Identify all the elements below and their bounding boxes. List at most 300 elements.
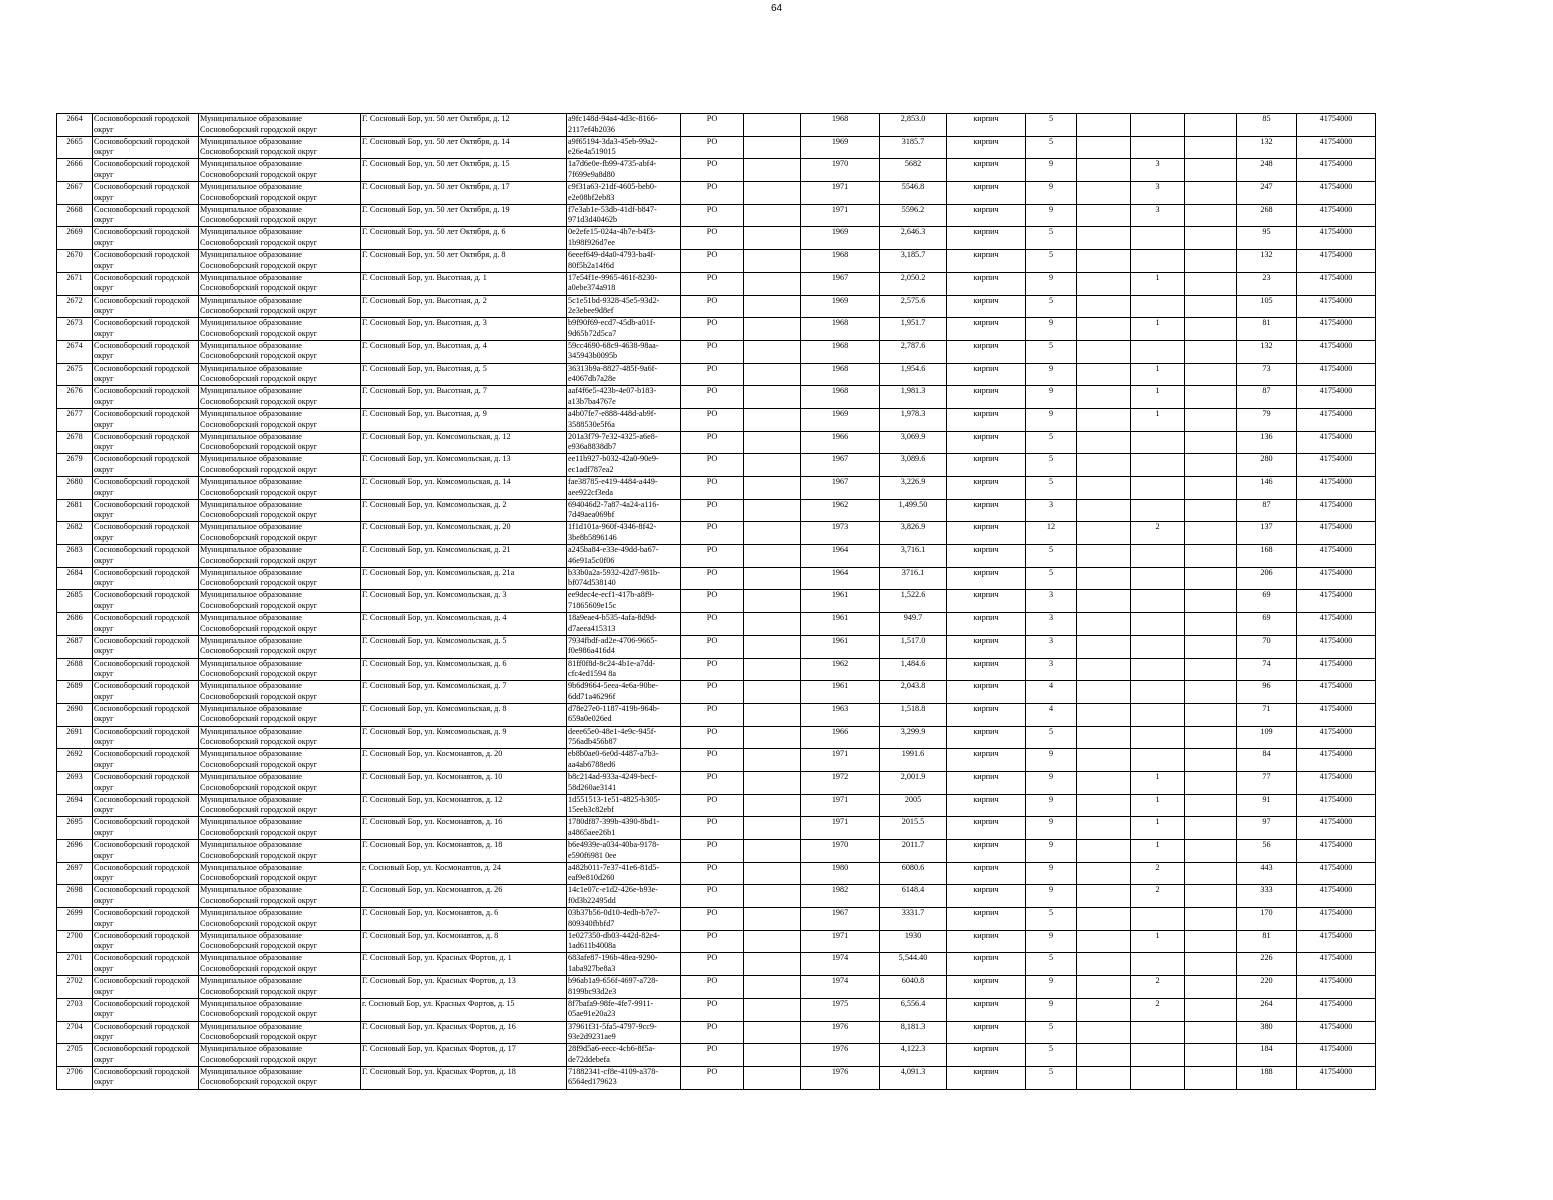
cell-municipality: Муниципальное образование Сосновоборский городской округ [199, 227, 361, 250]
cell-entrances [1131, 1021, 1185, 1044]
cell-guid: 1f1d101a-960f-4346-8f42-3be8b5896146 [567, 522, 681, 545]
cell-address: Г. Сосновый Бор, ул. Комсомольская, д. 2 [361, 499, 567, 522]
cell-material: кирпич [947, 840, 1026, 863]
cell-ro-flag: РО [681, 590, 744, 613]
cell-empty-1 [744, 930, 801, 953]
cell-guid: 1a7d6e0e-fb99-4735-abf4-7f699e9a8d80 [567, 159, 681, 182]
cell-floors: 12 [1026, 522, 1077, 545]
cell-oktmo: 41754000 [1297, 340, 1376, 363]
cell-empty-3 [1185, 817, 1237, 840]
cell-district: Сосновоборский городской округ [93, 885, 199, 908]
cell-municipality: Муниципальное образование Сосновоборский городской округ [199, 114, 361, 137]
cell-empty-3 [1185, 159, 1237, 182]
cell-empty-3 [1185, 499, 1237, 522]
cell-area: 3,089.6 [880, 454, 947, 477]
cell-ro-flag: РО [681, 862, 744, 885]
cell-residents: 109 [1237, 726, 1297, 749]
cell-material: кирпич [947, 295, 1026, 318]
cell-empty-2 [1077, 1066, 1131, 1089]
cell-floors: 3 [1026, 499, 1077, 522]
cell-guid: a4b07fe7-e888-448d-ab9f-3588530e5f6a [567, 408, 681, 431]
cell-oktmo: 41754000 [1297, 114, 1376, 137]
cell-row-number: 2688 [57, 658, 93, 681]
cell-ro-flag: РО [681, 930, 744, 953]
cell-oktmo: 41754000 [1297, 953, 1376, 976]
cell-ro-flag: РО [681, 454, 744, 477]
cell-entrances [1131, 726, 1185, 749]
cell-floors: 5 [1026, 250, 1077, 273]
cell-address: Г. Сосновый Бор, ул. Высотная, д. 7 [361, 386, 567, 409]
table-body [57, 114, 1376, 1090]
cell-entrances [1131, 681, 1185, 704]
cell-area: 2,001.9 [880, 771, 947, 794]
cell-municipality: Муниципальное образование Сосновоборский городской округ [199, 454, 361, 477]
cell-material: кирпич [947, 363, 1026, 386]
cell-empty-3 [1185, 1021, 1237, 1044]
cell-guid: 81ff0f8d-8c24-4b1e-a7dd-cfc4ed1594 8a [567, 658, 681, 681]
cell-empty-3 [1185, 182, 1237, 205]
cell-guid: 03b37b56-0d10-4edb-b7e7-809340fbbfd7 [567, 908, 681, 931]
cell-empty-2 [1077, 794, 1131, 817]
cell-entrances: 1 [1131, 794, 1185, 817]
cell-district: Сосновоборский городской округ [93, 408, 199, 431]
cell-municipality: Муниципальное образование Сосновоборский городской округ [199, 272, 361, 295]
cell-oktmo: 41754000 [1297, 408, 1376, 431]
cell-build-year: 1961 [801, 590, 880, 613]
cell-row-number: 2695 [57, 817, 93, 840]
cell-district: Сосновоборский городской округ [93, 340, 199, 363]
cell-entrances: 2 [1131, 885, 1185, 908]
cell-area: 3331.7 [880, 908, 947, 931]
cell-area: 1991.6 [880, 749, 947, 772]
cell-municipality: Муниципальное образование Сосновоборский городской округ [199, 635, 361, 658]
cell-floors: 5 [1026, 454, 1077, 477]
cell-entrances [1131, 703, 1185, 726]
cell-ro-flag: РО [681, 272, 744, 295]
cell-residents: 84 [1237, 749, 1297, 772]
cell-material: кирпич [947, 182, 1026, 205]
cell-district: Сосновоборский городской округ [93, 590, 199, 613]
cell-ro-flag: РО [681, 204, 744, 227]
cell-area: 1,484.6 [880, 658, 947, 681]
cell-district: Сосновоборский городской округ [93, 703, 199, 726]
cell-residents: 380 [1237, 1021, 1297, 1044]
cell-build-year: 1969 [801, 408, 880, 431]
cell-material: кирпич [947, 567, 1026, 590]
cell-empty-2 [1077, 613, 1131, 636]
cell-municipality: Муниципальное образование Сосновоборский городской округ [199, 363, 361, 386]
cell-oktmo: 41754000 [1297, 590, 1376, 613]
cell-empty-2 [1077, 817, 1131, 840]
cell-guid: a9f65194-3da3-45eb-99a2-e26e4a519015 [567, 136, 681, 159]
cell-empty-2 [1077, 340, 1131, 363]
cell-address: Г. Сосновый Бор, ул. Космонавтов, д. 26 [361, 885, 567, 908]
cell-residents: 136 [1237, 431, 1297, 454]
cell-residents: 264 [1237, 998, 1297, 1021]
cell-municipality: Муниципальное образование Сосновоборский городской округ [199, 681, 361, 704]
cell-ro-flag: РО [681, 363, 744, 386]
cell-residents: 96 [1237, 681, 1297, 704]
cell-empty-1 [744, 182, 801, 205]
cell-empty-2 [1077, 703, 1131, 726]
cell-build-year: 1971 [801, 794, 880, 817]
cell-entrances: 1 [1131, 771, 1185, 794]
cell-material: кирпич [947, 454, 1026, 477]
cell-ro-flag: РО [681, 908, 744, 931]
cell-residents: 56 [1237, 840, 1297, 863]
cell-guid: aaf4f6e5-423b-4e07-b183-a13b7ba4767e [567, 386, 681, 409]
cell-address: Г. Сосновый Бор, ул. Красных Фортов, д. 16 [361, 1021, 567, 1044]
cell-oktmo: 41754000 [1297, 635, 1376, 658]
cell-empty-2 [1077, 1044, 1131, 1067]
cell-guid: 683afe87-196b-48ea-9290-1aba927be8a3 [567, 953, 681, 976]
cell-ro-flag: РО [681, 1066, 744, 1089]
cell-empty-3 [1185, 862, 1237, 885]
cell-empty-1 [744, 862, 801, 885]
cell-guid: 6eeef649-d4a0-4793-ba4f-80f5b2a14f6d [567, 250, 681, 273]
cell-area: 3,716.1 [880, 545, 947, 568]
cell-district: Сосновоборский городской округ [93, 136, 199, 159]
cell-empty-3 [1185, 363, 1237, 386]
cell-ro-flag: РО [681, 522, 744, 545]
cell-ro-flag: РО [681, 976, 744, 999]
table-row [57, 998, 1376, 1021]
cell-floors: 3 [1026, 635, 1077, 658]
cell-municipality: Муниципальное образование Сосновоборский городской округ [199, 431, 361, 454]
cell-empty-3 [1185, 908, 1237, 931]
cell-area: 3,069.9 [880, 431, 947, 454]
table-row [57, 1066, 1376, 1089]
cell-row-number: 2680 [57, 477, 93, 500]
cell-district: Сосновоборский городской округ [93, 499, 199, 522]
table-row [57, 590, 1376, 613]
cell-residents: 132 [1237, 136, 1297, 159]
cell-build-year: 1970 [801, 840, 880, 863]
cell-row-number: 2673 [57, 318, 93, 341]
cell-build-year: 1961 [801, 635, 880, 658]
cell-ro-flag: РО [681, 545, 744, 568]
cell-area: 2005 [880, 794, 947, 817]
cell-floors: 5 [1026, 114, 1077, 137]
cell-residents: 443 [1237, 862, 1297, 885]
cell-floors: 5 [1026, 477, 1077, 500]
cell-district: Сосновоборский городской округ [93, 613, 199, 636]
cell-row-number: 2706 [57, 1066, 93, 1089]
cell-guid: a9fc148d-94a4-4d3c-8166-2117ef4b2036 [567, 114, 681, 137]
cell-row-number: 2694 [57, 794, 93, 817]
cell-address: Г. Сосновый Бор, ул. Красных Фортов, д. 1 [361, 953, 567, 976]
cell-district: Сосновоборский городской округ [93, 771, 199, 794]
cell-entrances: 1 [1131, 817, 1185, 840]
cell-build-year: 1969 [801, 136, 880, 159]
cell-residents: 81 [1237, 318, 1297, 341]
cell-empty-2 [1077, 114, 1131, 137]
cell-district: Сосновоборский городской округ [93, 1021, 199, 1044]
cell-guid: b96ab1a9-656f-4697-a728-8199bc93d2e3 [567, 976, 681, 999]
cell-entrances [1131, 1044, 1185, 1067]
cell-oktmo: 41754000 [1297, 703, 1376, 726]
cell-entrances [1131, 499, 1185, 522]
cell-address: Г. Сосновый Бор, ул. Комсомольская, д. 5 [361, 635, 567, 658]
table-row [57, 340, 1376, 363]
cell-empty-3 [1185, 885, 1237, 908]
cell-guid: c9f31a63-21df-4605-beb0-e2e08bf2eb83 [567, 182, 681, 205]
cell-floors: 9 [1026, 749, 1077, 772]
cell-guid: b6e4939e-a034-40ba-9178-e590f6981 0ee [567, 840, 681, 863]
cell-empty-1 [744, 817, 801, 840]
cell-empty-3 [1185, 794, 1237, 817]
cell-ro-flag: РО [681, 817, 744, 840]
cell-ro-flag: РО [681, 794, 744, 817]
cell-guid: 694046d2-7a87-4a24-a116-7d49aea069bf [567, 499, 681, 522]
cell-empty-1 [744, 522, 801, 545]
cell-residents: 23 [1237, 272, 1297, 295]
cell-build-year: 1973 [801, 522, 880, 545]
cell-residents: 206 [1237, 567, 1297, 590]
cell-empty-1 [744, 454, 801, 477]
cell-empty-3 [1185, 114, 1237, 137]
cell-row-number: 2687 [57, 635, 93, 658]
cell-address: Г. Сосновый Бор, ул. Космонавтов, д. 20 [361, 749, 567, 772]
table-row [57, 545, 1376, 568]
cell-build-year: 1967 [801, 477, 880, 500]
cell-row-number: 2700 [57, 930, 93, 953]
cell-municipality: Муниципальное образование Сосновоборский городской округ [199, 408, 361, 431]
table-row [57, 930, 1376, 953]
cell-district: Сосновоборский городской округ [93, 635, 199, 658]
cell-floors: 3 [1026, 590, 1077, 613]
cell-build-year: 1969 [801, 295, 880, 318]
cell-empty-3 [1185, 408, 1237, 431]
cell-guid: deee65e0-48e1-4e9c-945f-756adb456b87 [567, 726, 681, 749]
cell-material: кирпич [947, 545, 1026, 568]
cell-municipality: Муниципальное образование Сосновоборский городской округ [199, 318, 361, 341]
cell-municipality: Муниципальное образование Сосновоборский городской округ [199, 862, 361, 885]
cell-floors: 5 [1026, 908, 1077, 931]
cell-build-year: 1968 [801, 340, 880, 363]
cell-address: Г. Сосновый Бор, ул. 50 лет Октября, д. 15 [361, 159, 567, 182]
cell-address: Г. Сосновый Бор, ул. Высотная, д. 1 [361, 272, 567, 295]
table-row [57, 272, 1376, 295]
cell-empty-3 [1185, 522, 1237, 545]
cell-district: Сосновоборский городской округ [93, 998, 199, 1021]
cell-material: кирпич [947, 726, 1026, 749]
cell-empty-3 [1185, 953, 1237, 976]
cell-entrances [1131, 590, 1185, 613]
cell-empty-1 [744, 840, 801, 863]
cell-row-number: 2672 [57, 295, 93, 318]
cell-address: Г. Сосновый Бор, ул. Комсомольская, д. 8 [361, 703, 567, 726]
cell-ro-flag: РО [681, 182, 744, 205]
cell-floors: 5 [1026, 431, 1077, 454]
cell-area: 3716.1 [880, 567, 947, 590]
cell-entrances: 2 [1131, 522, 1185, 545]
cell-entrances [1131, 567, 1185, 590]
cell-row-number: 2668 [57, 204, 93, 227]
cell-district: Сосновоборский городской округ [93, 953, 199, 976]
cell-ro-flag: РО [681, 318, 744, 341]
cell-oktmo: 41754000 [1297, 545, 1376, 568]
cell-address: Г. Сосновый Бор, ул. Космонавтов, д. 12 [361, 794, 567, 817]
cell-empty-1 [744, 794, 801, 817]
cell-area: 2015.5 [880, 817, 947, 840]
cell-address: Г. Сосновый Бор, ул. Красных Фортов, д. 18 [361, 1066, 567, 1089]
cell-empty-1 [744, 635, 801, 658]
cell-district: Сосновоборский городской округ [93, 567, 199, 590]
cell-ro-flag: РО [681, 227, 744, 250]
cell-municipality: Муниципальное образование Сосновоборский городской округ [199, 567, 361, 590]
cell-district: Сосновоборский городской округ [93, 318, 199, 341]
cell-oktmo: 41754000 [1297, 613, 1376, 636]
cell-residents: 73 [1237, 363, 1297, 386]
cell-ro-flag: РО [681, 613, 744, 636]
cell-row-number: 2669 [57, 227, 93, 250]
cell-empty-1 [744, 1066, 801, 1089]
cell-residents: 95 [1237, 227, 1297, 250]
cell-guid: eb8b0ae0-6e0d-4487-a7b3-aa4ab6788ed6 [567, 749, 681, 772]
cell-district: Сосновоборский городской округ [93, 794, 199, 817]
cell-material: кирпич [947, 976, 1026, 999]
cell-municipality: Муниципальное образование Сосновоборский городской округ [199, 658, 361, 681]
cell-build-year: 1968 [801, 114, 880, 137]
cell-build-year: 1961 [801, 613, 880, 636]
cell-entrances [1131, 613, 1185, 636]
cell-empty-2 [1077, 590, 1131, 613]
cell-area: 1,522.6 [880, 590, 947, 613]
cell-district: Сосновоборский городской округ [93, 545, 199, 568]
cell-floors: 4 [1026, 681, 1077, 704]
cell-empty-3 [1185, 703, 1237, 726]
cell-district: Сосновоборский городской округ [93, 477, 199, 500]
table-row [57, 363, 1376, 386]
cell-empty-2 [1077, 976, 1131, 999]
cell-residents: 81 [1237, 930, 1297, 953]
cell-oktmo: 41754000 [1297, 862, 1376, 885]
cell-floors: 5 [1026, 953, 1077, 976]
cell-empty-3 [1185, 340, 1237, 363]
cell-empty-1 [744, 159, 801, 182]
cell-municipality: Муниципальное образование Сосновоборский городской округ [199, 794, 361, 817]
table-row [57, 658, 1376, 681]
cell-entrances: 1 [1131, 408, 1185, 431]
table-row [57, 477, 1376, 500]
cell-residents: 79 [1237, 408, 1297, 431]
cell-entrances [1131, 340, 1185, 363]
cell-entrances [1131, 953, 1185, 976]
cell-guid: 18a9eae4-b535-4afa-8d9d-d7aeea415313 [567, 613, 681, 636]
cell-build-year: 1967 [801, 454, 880, 477]
cell-empty-1 [744, 250, 801, 273]
housing-table [56, 113, 1376, 1090]
table-row [57, 136, 1376, 159]
cell-municipality: Муниципальное образование Сосновоборский городской округ [199, 703, 361, 726]
cell-build-year: 1968 [801, 250, 880, 273]
cell-build-year: 1976 [801, 1021, 880, 1044]
cell-oktmo: 41754000 [1297, 1021, 1376, 1044]
cell-guid: 14c1e07c-e1d2-426e-b93e-f0d3b22495dd [567, 885, 681, 908]
cell-municipality: Муниципальное образование Сосновоборский городской округ [199, 749, 361, 772]
cell-empty-1 [744, 340, 801, 363]
cell-guid: 28f9d5a6-eecc-4cb6-8f5a-de72ddebefa [567, 1044, 681, 1067]
cell-address: Г. Сосновый Бор, ул. 50 лет Октября, д. 12 [361, 114, 567, 137]
cell-row-number: 2671 [57, 272, 93, 295]
cell-empty-2 [1077, 635, 1131, 658]
cell-area: 1,517.0 [880, 635, 947, 658]
cell-municipality: Муниципальное образование Сосновоборский городской округ [199, 477, 361, 500]
table-row [57, 953, 1376, 976]
cell-ro-flag: РО [681, 953, 744, 976]
cell-district: Сосновоборский городской округ [93, 817, 199, 840]
table-row [57, 295, 1376, 318]
cell-empty-2 [1077, 454, 1131, 477]
table-row [57, 840, 1376, 863]
cell-municipality: Муниципальное образование Сосновоборский городской округ [199, 817, 361, 840]
cell-entrances: 3 [1131, 204, 1185, 227]
cell-oktmo: 41754000 [1297, 477, 1376, 500]
cell-guid: 9b6d9664-5eea-4e6a-90be-6dd71a46296f [567, 681, 681, 704]
cell-build-year: 1963 [801, 703, 880, 726]
cell-empty-2 [1077, 1021, 1131, 1044]
cell-area: 5682 [880, 159, 947, 182]
cell-area: 3,226.9 [880, 477, 947, 500]
table-row [57, 431, 1376, 454]
cell-area: 2,043.8 [880, 681, 947, 704]
table-row [57, 885, 1376, 908]
cell-material: кирпич [947, 136, 1026, 159]
cell-ro-flag: РО [681, 703, 744, 726]
cell-entrances [1131, 545, 1185, 568]
cell-ro-flag: РО [681, 136, 744, 159]
cell-empty-3 [1185, 998, 1237, 1021]
cell-address: Г. Сосновый Бор, ул. Высотная, д. 5 [361, 363, 567, 386]
cell-address: Г. Сосновый Бор, ул. Комсомольская, д. 13 [361, 454, 567, 477]
cell-empty-1 [744, 953, 801, 976]
cell-address: Г. Сосновый Бор, ул. Комсомольская, д. 21а [361, 567, 567, 590]
cell-row-number: 2691 [57, 726, 93, 749]
cell-floors: 9 [1026, 318, 1077, 341]
cell-row-number: 2678 [57, 431, 93, 454]
cell-district: Сосновоборский городской округ [93, 227, 199, 250]
cell-municipality: Муниципальное образование Сосновоборский городской округ [199, 771, 361, 794]
cell-district: Сосновоборский городской округ [93, 204, 199, 227]
cell-row-number: 2693 [57, 771, 93, 794]
table-row [57, 386, 1376, 409]
cell-build-year: 1969 [801, 227, 880, 250]
cell-address: Г. Сосновый Бор, ул. Комсомольская, д. 14 [361, 477, 567, 500]
cell-district: Сосновоборский городской округ [93, 862, 199, 885]
cell-material: кирпич [947, 794, 1026, 817]
cell-area: 8,181.3 [880, 1021, 947, 1044]
cell-municipality: Муниципальное образование Сосновоборский городской округ [199, 182, 361, 205]
cell-entrances [1131, 749, 1185, 772]
cell-build-year: 1966 [801, 431, 880, 454]
cell-guid: 71882341-cf8e-4109-a378-6564ed179623 [567, 1066, 681, 1089]
cell-row-number: 2684 [57, 567, 93, 590]
cell-district: Сосновоборский городской округ [93, 182, 199, 205]
cell-residents: 69 [1237, 590, 1297, 613]
cell-floors: 9 [1026, 204, 1077, 227]
cell-empty-1 [744, 431, 801, 454]
cell-row-number: 2692 [57, 749, 93, 772]
cell-floors: 9 [1026, 840, 1077, 863]
cell-district: Сосновоборский городской округ [93, 658, 199, 681]
cell-area: 1,978.3 [880, 408, 947, 431]
cell-empty-2 [1077, 159, 1131, 182]
cell-empty-3 [1185, 658, 1237, 681]
cell-floors: 9 [1026, 862, 1077, 885]
cell-floors: 5 [1026, 567, 1077, 590]
cell-district: Сосновоборский городской округ [93, 363, 199, 386]
